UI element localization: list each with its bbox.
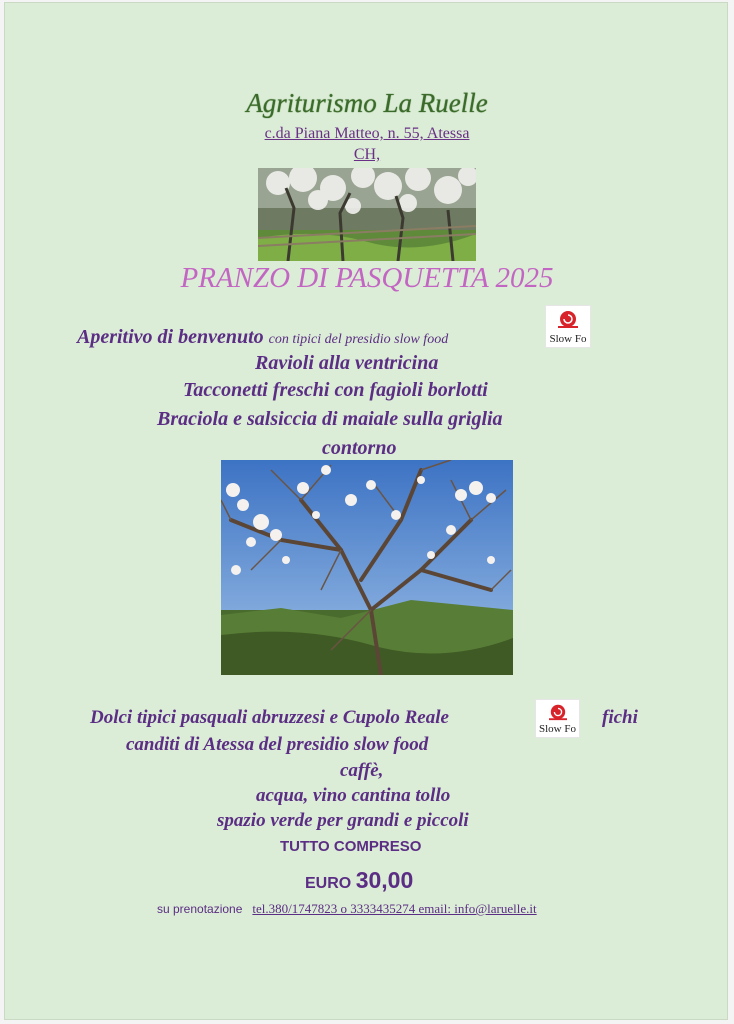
menu-item-2: Tacconetti freschi con fagioli borlotti: [183, 379, 488, 401]
snail-icon: [547, 703, 569, 721]
price: [305, 867, 413, 894]
included-note: TUTTO COMPRESO: [280, 838, 422, 855]
menu-aperitivo: [77, 326, 448, 349]
snail-icon: [556, 309, 580, 329]
price-label: EURO: [305, 875, 352, 892]
menu-item-1: Ravioli alla ventricina: [255, 352, 439, 374]
event-title: PRANZO DI PASQUETTA 2025: [180, 262, 554, 294]
slow-food-logo-text-2: Slow Fo: [539, 723, 576, 735]
venue-title: Agriturismo La Ruelle: [246, 88, 488, 118]
footer-contact-links[interactable]: tel.380/1747823 o 3333435274 email: info@laruelle.it: [252, 901, 537, 916]
menu-item-4: contorno: [322, 437, 397, 459]
dessert-line-1-end: fichi: [602, 707, 638, 728]
footer-prefix: su prenotazione: [157, 902, 243, 916]
dessert-line-3: caffè,: [340, 760, 384, 781]
menu-item-3: Braciola e salsiccia di maiale sulla griglia: [157, 408, 503, 430]
slow-food-logo-text: Slow Fo: [549, 333, 587, 345]
footer-contacts: [157, 900, 537, 918]
olive-grove-photo: [258, 168, 476, 261]
blossom-tree-photo: [221, 460, 513, 675]
slow-food-logo: [545, 305, 591, 348]
aperitivo-label: Aperitivo di benvenuto: [77, 326, 264, 348]
address-line-2: CH,: [353, 146, 381, 163]
aperitivo-note: con tipici del presidio slow food: [268, 332, 449, 347]
dessert-line-5: spazio verde per grandi e piccoli: [217, 810, 469, 831]
dessert-line-4: acqua, vino cantina tollo: [256, 785, 451, 806]
dessert-line-2: canditi di Atessa del presidio slow food: [126, 734, 429, 755]
dessert-line-1: Dolci tipici pasquali abruzzesi e Cupolo Reale: [90, 707, 449, 728]
address-line-1: c.da Piana Matteo, n. 55, Atessa: [264, 125, 470, 142]
price-amount: 30,00: [355, 867, 414, 893]
slow-food-logo-2: [535, 699, 580, 738]
